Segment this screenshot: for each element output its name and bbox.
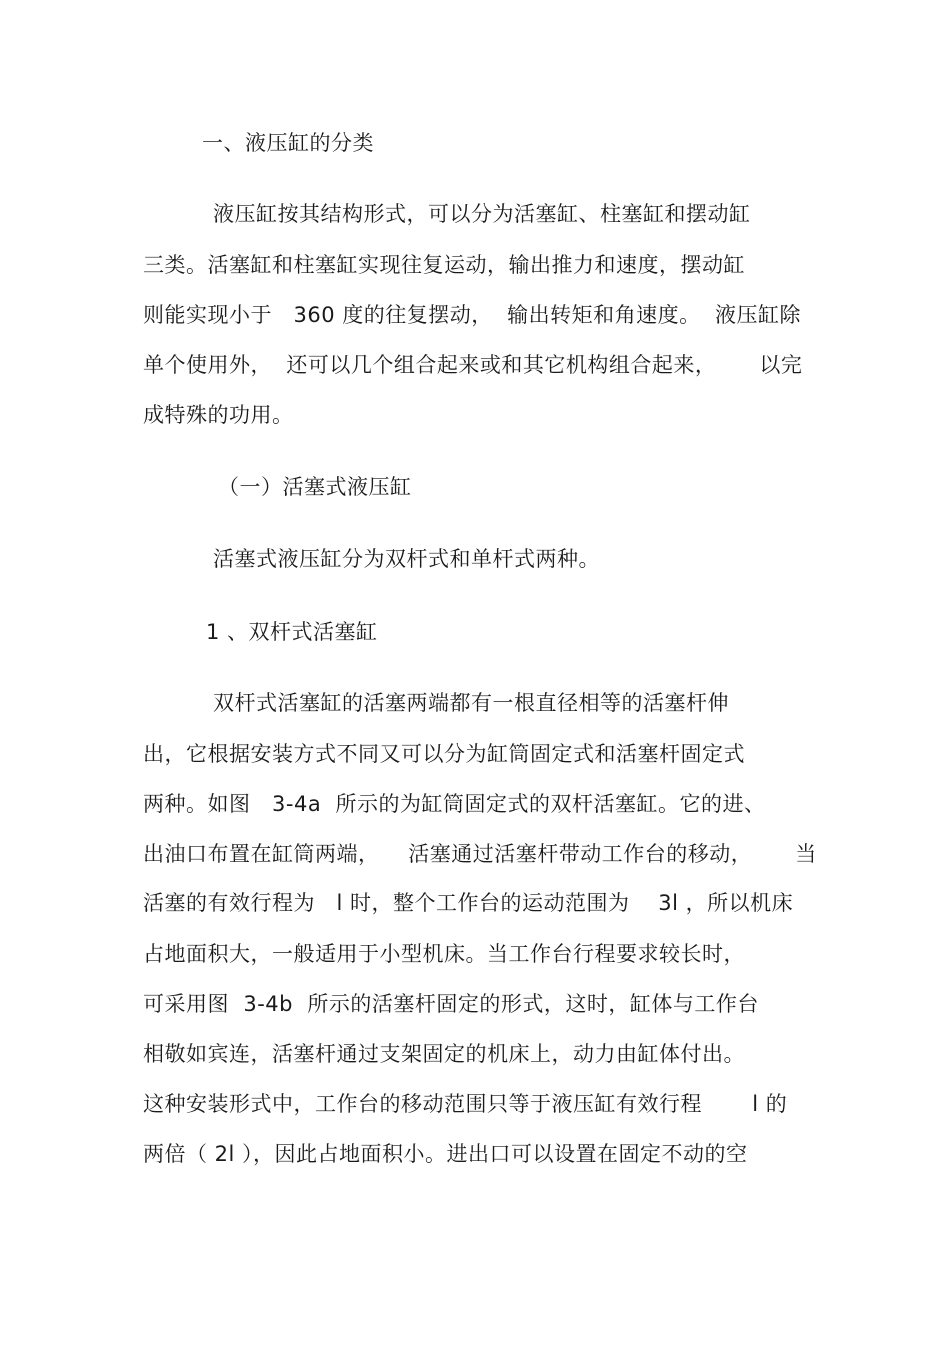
text-line: 单个使用外， 还可以几个组合起来或和其它机构组合起来， 以完 <box>143 353 803 377</box>
text-line: 出油口布置在缸筒两端， 活塞通过活塞杆带动工作台的移动， 当 <box>143 842 817 866</box>
text-line: 出，它根据安装方式不同又可以分为缸筒固定式和活塞杆固定式 <box>143 742 745 766</box>
text-line: 液压缸按其结构形式，可以分为活塞缸、柱塞缸和摆动缸 <box>213 202 751 226</box>
text-line: 可采用图 3-4b 所示的活塞杆固定的形式，这时，缸体与工作台 <box>143 992 759 1016</box>
text-line: 成特殊的功用。 <box>143 403 294 427</box>
text-line: 则能实现小于 360 度的往复摆动， 输出转矩和角速度。 液压缸除 <box>143 303 801 327</box>
text-line: 双杆式活塞缸的活塞两端都有一根直径相等的活塞杆伸 <box>213 691 729 715</box>
text-line: 三类。活塞缸和柱塞缸实现往复运动，输出推力和速度，摆动缸 <box>143 253 745 277</box>
subsubsection-heading: 1 、双杆式活塞缸 <box>206 620 378 644</box>
text-line: 活塞的有效行程为 l 时，整个工作台的运动范围为 3l ，所以机床 <box>143 891 794 915</box>
paragraph-piston-types: 活塞式液压缸分为双杆式和单杆式两种。 <box>213 547 600 571</box>
text-line: 占地面积大，一般适用于小型机床。当工作台行程要求较长时， <box>143 942 745 966</box>
text-line: 两种。如图 3-4a 所示的为缸筒固定式的双杆活塞缸。它的进、 <box>143 792 766 816</box>
text-line: 这种安装形式中，工作台的移动范围只等于液压缸有效行程 l 的 <box>143 1092 788 1116</box>
text-line: 两倍（ 2l ），因此占地面积小。进出口可以设置在固定不动的空 <box>143 1142 748 1166</box>
subsection-heading: （一）活塞式液压缸 <box>218 475 412 499</box>
text-line: 相敬如宾连，活塞杆通过支架固定的机床上，动力由缸体付出。 <box>143 1042 745 1066</box>
section-heading: 一、液压缸的分类 <box>202 131 374 155</box>
